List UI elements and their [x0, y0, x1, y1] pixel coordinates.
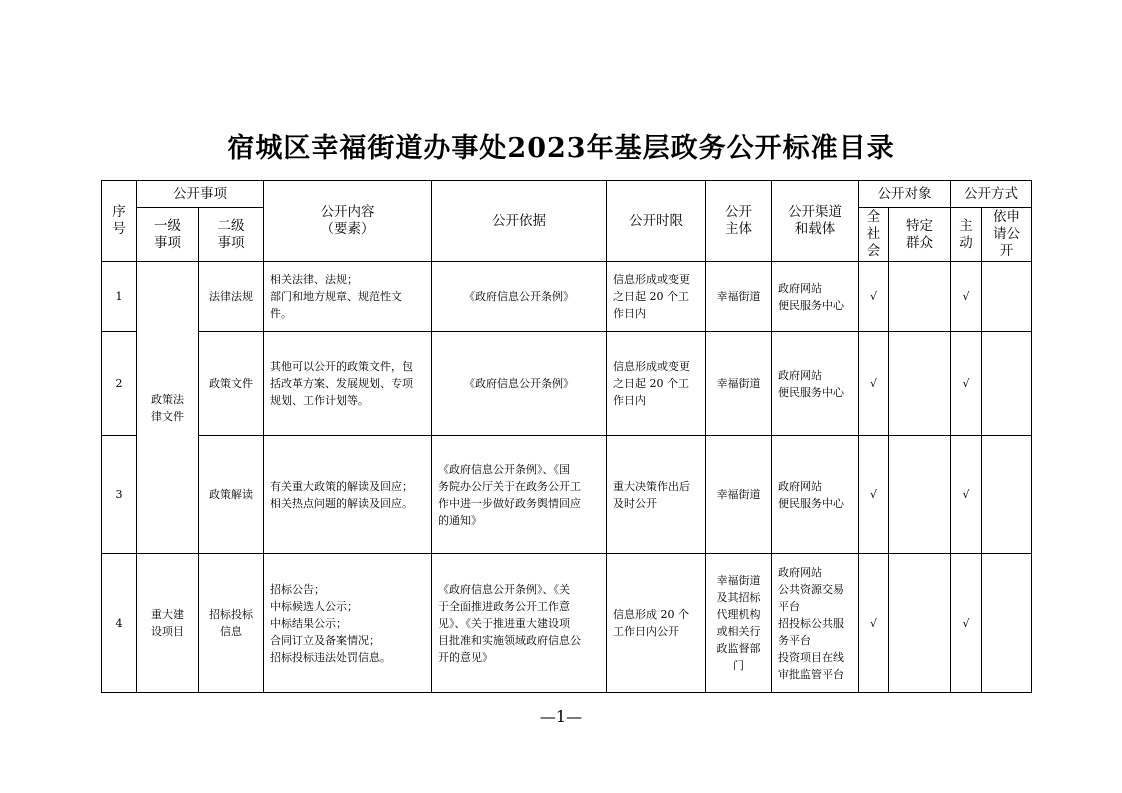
table-row — [102, 554, 1032, 693]
all-society-check: √ — [859, 436, 889, 554]
table-row — [102, 332, 1032, 436]
header-content: 公开内容 （要素） — [264, 181, 432, 262]
header-active: 主 动 — [951, 208, 982, 262]
basis-cell: 《政府信息公开条例》 — [432, 332, 607, 436]
specific-check — [889, 554, 951, 693]
level2-item: 政策文件 — [199, 332, 264, 436]
page-title: 宿城区幸福街道办事处2023年基层政务公开标准目录 — [227, 133, 895, 164]
header-level2: 二级 事项 — [199, 208, 264, 262]
channel-cell: 政府网站 便民服务中心 — [772, 262, 859, 332]
basis-cell: 《政府信息公开条例》、《国 务院办公厅关于在政务公开工 作中进一步做好政务舆情回应 的通知》 — [432, 436, 607, 554]
header-on-request: 依申 请公 开 — [982, 208, 1032, 262]
time-limit-cell: 重大决策作出后 及时公开 — [607, 436, 706, 554]
row-number: 4 — [102, 554, 137, 693]
subject-cell: 幸福街道 — [706, 332, 772, 436]
header-items-group: 公开事项 — [137, 181, 264, 208]
active-check: √ — [951, 436, 982, 554]
subject-cell: 幸福街道 — [706, 262, 772, 332]
row-number: 2 — [102, 332, 137, 436]
active-check: √ — [951, 554, 982, 693]
all-society-check: √ — [859, 262, 889, 332]
time-limit-cell: 信息形成或变更 之日起 20 个工 作日内 — [607, 262, 706, 332]
header-time-limit: 公开时限 — [607, 181, 706, 262]
header-seq: 序 号 — [102, 181, 137, 262]
row-number: 1 — [102, 262, 137, 332]
header-specific: 特定 群众 — [889, 208, 951, 262]
header-all-society: 全 社 会 — [859, 208, 889, 262]
header-level1: 一级 事项 — [137, 208, 199, 262]
catalog-table — [101, 180, 1032, 693]
table-row — [102, 436, 1032, 554]
channel-cell: 政府网站 便民服务中心 — [772, 332, 859, 436]
level1-item: 政策法 律文件 — [137, 262, 199, 554]
on-request-check — [982, 262, 1032, 332]
page-number: —1— — [539, 707, 583, 726]
content-cell: 相关法律、法规； 部门和地方规章、规范性文 件。 — [264, 262, 432, 332]
channel-cell: 政府网站 便民服务中心 — [772, 436, 859, 554]
content-cell: 招标公告； 中标候选人公示； 中标结果公示； 合同订立及备案情况； 招标投标违法处罚信息。 — [264, 554, 432, 693]
header-method-group: 公开方式 — [951, 181, 1032, 208]
level2-item: 政策解读 — [199, 436, 264, 554]
subject-cell: 幸福街道 及其招标 代理机构 或相关行 政监督部 门 — [706, 554, 772, 693]
specific-check — [889, 436, 951, 554]
subject-cell: 幸福街道 — [706, 436, 772, 554]
channel-cell: 政府网站 公共资源交易 平台 招投标公共服 务平台 投资项目在线 审批监管平台 — [772, 554, 859, 693]
on-request-check — [982, 332, 1032, 436]
basis-cell: 《政府信息公开条例》、《关 于全面推进政务公开工作意 见》、《关于推进重大建设项 目批准和实施领域政府信息公 开的意见》 — [432, 554, 607, 693]
on-request-check — [982, 554, 1032, 693]
level1-item: 重大建 设项目 — [137, 554, 199, 693]
header-row-1 — [102, 181, 1032, 208]
basis-cell: 《政府信息公开条例》 — [432, 262, 607, 332]
header-basis: 公开依据 — [432, 181, 607, 262]
level2-item: 法律法规 — [199, 262, 264, 332]
time-limit-cell: 信息形成或变更 之日起 20 个工 作日内 — [607, 332, 706, 436]
time-limit-cell: 信息形成 20 个 工作日内公开 — [607, 554, 706, 693]
all-society-check: √ — [859, 554, 889, 693]
specific-check — [889, 262, 951, 332]
active-check: √ — [951, 262, 982, 332]
row-number: 3 — [102, 436, 137, 554]
header-channel: 公开渠道 和载体 — [772, 181, 859, 262]
header-subject: 公开 主体 — [706, 181, 772, 262]
content-cell: 其他可以公开的政策文件，包 括改革方案、发展规划、专项 规划、工作计划等。 — [264, 332, 432, 436]
specific-check — [889, 332, 951, 436]
table-row — [102, 262, 1032, 332]
content-cell: 有关重大政策的解读及回应； 相关热点问题的解读及回应。 — [264, 436, 432, 554]
active-check: √ — [951, 332, 982, 436]
level2-item: 招标投标 信息 — [199, 554, 264, 693]
all-society-check: √ — [859, 332, 889, 436]
header-audience-group: 公开对象 — [859, 181, 951, 208]
on-request-check — [982, 436, 1032, 554]
